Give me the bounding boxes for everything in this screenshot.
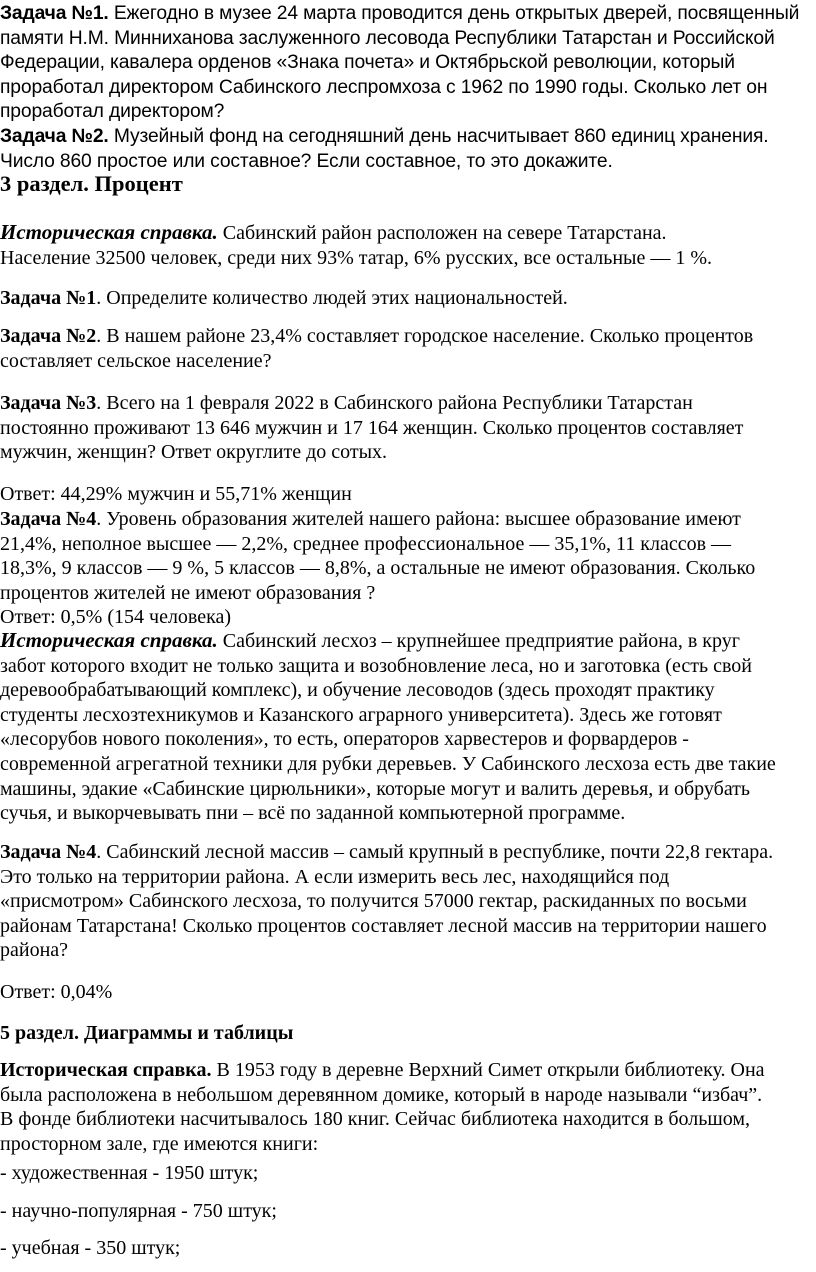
historical-note-library <box>0 1058 816 1156</box>
text-line: Число 860 простое или составное? Если составное, то это докажите. <box>0 150 613 172</box>
list-item-text: - учебная - 350 штук; <box>0 1237 181 1259</box>
answer-forest <box>0 980 816 1005</box>
text-line: В 1953 году в деревне Верхний Симет открыли библиотеку. Она <box>211 1059 765 1081</box>
historical-note-population <box>0 220 816 270</box>
text-line: студенты лесхозтехникумов и Казанского аграрного университета). Здесь же готовят <box>0 703 722 726</box>
percent-task-2 <box>0 324 816 373</box>
list-item-text: - художественная - 1950 штук; <box>0 1162 259 1184</box>
note-label: Историческая справка. <box>0 220 218 244</box>
task-label: Задача №2 <box>0 325 97 347</box>
note-label: Историческая справка. <box>0 628 218 652</box>
text-line: машины, эдакие «Сабинские цирюльники», которые могут и валить деревья, и обрубать <box>0 777 751 800</box>
library-list-item <box>0 1161 816 1186</box>
percent-task-4-education <box>0 507 816 630</box>
text-line: проработал директором Сабинского леспромхоза с 1962 по 1990 годы. Сколько лет он <box>0 76 768 98</box>
text-line: мужчин, женщин? Ответ округлите до сотых. <box>0 441 388 464</box>
text-line: . Сабинский лесной массив – самый крупный в республике, почти 22,8 гектара. <box>96 841 774 863</box>
section-5-heading: 5 раздел. Диаграммы и таблицы <box>0 1022 294 1044</box>
text-line: забот которого входит не только защита и возобновление леса, но и заготовка (есть свой <box>0 654 752 677</box>
text-line: просторном зале, где имеются книги: <box>0 1132 319 1155</box>
text-line: . Уровень образования жителей нашего района: высшее образование имеют <box>96 508 741 530</box>
list-item-text: - научно-популярная - 750 штук; <box>0 1200 277 1222</box>
text-line: составляет сельское население? <box>0 349 272 372</box>
text-line: . В нашем районе 23,4% составляет городское население. Сколько процентов <box>96 325 754 347</box>
note-label: Историческая справка. <box>0 1059 212 1081</box>
text-line: постоянно проживают 13 646 мужчин и 17 164 женщин. Сколько процентов составляет <box>0 416 744 439</box>
museum-task-2 <box>0 125 816 174</box>
text-line: была расположена в небольшом деревянном домике, который в народе называли “избач”. <box>0 1083 763 1106</box>
task-label: Задача №4 <box>0 508 97 530</box>
text-line: Музейный фонд на сегодняшний день насчитывает 860 единиц хранения. <box>108 126 769 147</box>
text-line: Ежегодно в музее 24 марта проводится день открытых дверей, посвященный <box>108 3 800 24</box>
answer-line: Ответ: 0,5% (154 человека) <box>0 606 232 629</box>
task-label: Задача №1. <box>0 3 109 24</box>
text-line: В фонде библиотеки насчитывалось 180 книг. Сейчас библиотека находится в большом, <box>0 1108 751 1131</box>
task-label: Задача №2. <box>0 126 109 147</box>
museum-task-1 <box>0 2 816 125</box>
text-line: . Всего на 1 февраля 2022 в Сабинского района Республики Татарстан <box>96 392 693 414</box>
text-line: памяти Н.М. Минниханова заслуженного лесовода Республики Татарстан и Российской <box>0 27 775 49</box>
text-line: проработал директором? <box>0 101 225 123</box>
library-list-item <box>0 1199 816 1224</box>
task-label: Задача №4 <box>0 841 97 863</box>
percent-task-4-forest <box>0 840 816 963</box>
section-3-heading: 3 раздел. Процент <box>0 171 183 196</box>
answer-line: Ответ: 0,04% <box>0 981 113 1003</box>
text-line: процентов жителей не имеют образования ? <box>0 581 376 604</box>
percent-task-1 <box>0 286 816 311</box>
task-label: Задача №3 <box>0 392 97 414</box>
text-line: современной агрегатной техники для рубки деревьев. У Сабинского лесхоза есть две такие <box>0 752 776 775</box>
text-line: 18,3%, 9 классов — 9 %, 5 классов — 8,8%, а остальные не имеют образования. Сколько <box>0 557 756 580</box>
text-line: Это только на территории района. А если измерить весь лес, находящийся под <box>0 865 670 888</box>
text-line: «лесорубов нового поколения», то есть, операторов харвестеров и форвардеров - <box>0 728 689 751</box>
text-line: 21,4%, неполное высшее — 2,2%, среднее профессиональное — 35,1%, 11 классов — <box>0 532 732 555</box>
text-line: «присмотром» Сабинского лесхоза, то получится 57000 гектар, раскиданных по восьми <box>0 890 747 913</box>
text-line: района? <box>0 939 69 962</box>
text-line: Сабинский лесхоз – крупнейшее предприятие района, в круг <box>217 630 740 652</box>
answer-line: Ответ: 44,29% мужчин и 55,71% женщин <box>0 483 352 505</box>
text-line: Сабинский район расположен на севере Татарстана. <box>217 222 667 244</box>
library-list-item <box>0 1236 816 1261</box>
text-line: сучья, и выкорчевывать пни – всё по заданной компьютерной программе. <box>0 802 626 825</box>
text-line: деревообрабатывающий комплекс), и обучение лесоводов (здесь проходят практику <box>0 679 715 702</box>
percent-task-3 <box>0 391 816 465</box>
text-line: . Определите количество людей этих национальностей. <box>96 287 568 309</box>
text-line: районам Татарстана! Сколько процентов составляет лесной массив на территории нашего <box>0 914 767 937</box>
answer-task-3 <box>0 482 816 507</box>
text-line: Федерации, кавалера орденов «Знака почета» и Октябрьской революции, который <box>0 52 735 74</box>
text-line: Население 32500 человек, среди них 93% татар, 6% русских, все остальные — 1 %. <box>0 246 713 269</box>
task-label: Задача №1 <box>0 287 97 309</box>
historical-note-forestry <box>0 628 816 826</box>
